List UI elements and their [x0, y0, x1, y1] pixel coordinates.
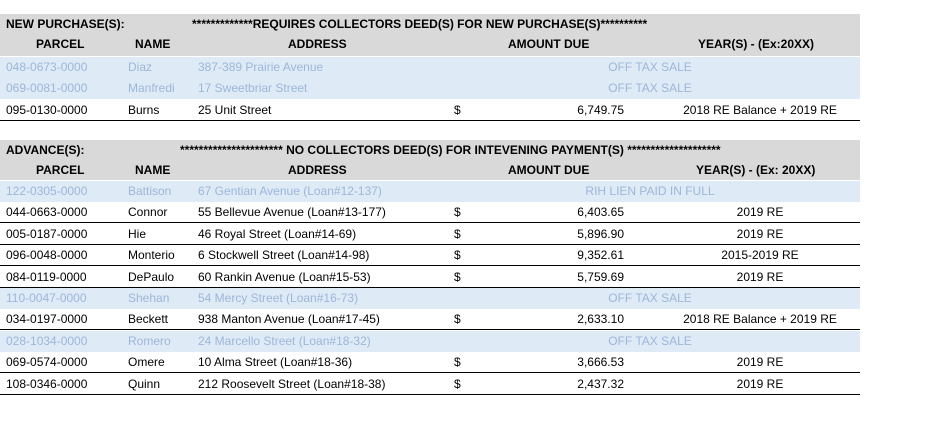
table-row — [0, 181, 860, 202]
name-cell: Connor — [128, 205, 168, 220]
currency-cell: $ — [454, 376, 461, 391]
advances-header — [0, 140, 860, 180]
address-cell: 938 Manton Avenue (Loan#17-45) — [198, 312, 380, 327]
address-cell: 46 Royal Street (Loan#14-69) — [198, 226, 357, 241]
col-years-header: YEAR(S) - (Ex:20XX) — [698, 37, 815, 51]
currency-cell: $ — [454, 248, 461, 263]
section-title: NEW PURCHASE(S): — [6, 17, 125, 31]
name-cell: Manfredi — [128, 81, 175, 96]
parcel-cell: 005-0187-0000 — [6, 226, 88, 241]
parcel-cell: 028-1034-0000 — [6, 333, 88, 348]
currency-cell: $ — [454, 269, 461, 284]
col-years-header: YEAR(S) - (Ex: 20XX) — [696, 163, 816, 177]
parcel-cell: 069-0081-0000 — [6, 81, 88, 96]
status-cell: OFF TAX SALE — [608, 333, 692, 348]
table-row — [0, 331, 860, 352]
parcel-cell: 108-0346-0000 — [6, 376, 88, 391]
table-row — [0, 245, 860, 266]
name-cell: Beckett — [128, 312, 169, 327]
col-name-header: NAME — [135, 37, 171, 51]
name-cell: Battison — [128, 184, 172, 198]
section-notice: *************REQUIRES COLLECTORS DEED(S) FOR NEW PURCHASE(S)********** — [192, 17, 648, 31]
address-cell: 10 Alma Street (Loan#18-36) — [198, 355, 353, 370]
col-parcel-header: PARCEL — [36, 37, 85, 51]
years-cell: 2019 RE — [736, 355, 784, 370]
currency-cell: $ — [454, 226, 461, 241]
parcel-cell: 048-0673-0000 — [6, 60, 88, 74]
parcel-cell: 122-0305-0000 — [6, 184, 88, 198]
amount-cell: 9,352.61 — [577, 248, 624, 263]
status-cell: OFF TAX SALE — [608, 81, 692, 96]
amount-cell: 3,666.53 — [577, 355, 624, 370]
table-row — [0, 224, 860, 245]
table-row — [0, 57, 860, 78]
col-address-header: ADDRESS — [288, 37, 347, 51]
currency-cell: $ — [454, 102, 461, 117]
table-row — [0, 309, 860, 330]
years-cell: 2018 RE Balance + 2019 RE — [683, 102, 837, 117]
name-cell: Quinn — [128, 376, 161, 391]
years-cell: 2019 RE — [736, 376, 784, 391]
col-name-header: NAME — [135, 163, 171, 177]
table-row — [0, 267, 860, 288]
address-cell: 387-389 Prairie Avenue — [198, 60, 324, 74]
section-title: ADVANCE(S): — [6, 143, 85, 157]
status-cell: RIH LIEN PAID IN FULL — [585, 184, 715, 198]
col-amount-header: AMOUNT DUE — [508, 163, 590, 177]
table-row — [0, 288, 860, 309]
section-notice: ********************** NO COLLECTORS DEED(S) FOR INTEVENING PAYMENT(S) ******************** — [180, 143, 721, 157]
amount-cell: 5,759.69 — [577, 269, 624, 284]
table-row — [0, 352, 860, 373]
address-cell: 54 Mercy Street (Loan#16-73) — [198, 291, 359, 305]
new-purchases-header — [0, 14, 860, 56]
address-cell: 212 Roosevelt Street (Loan#18-38) — [198, 376, 386, 391]
parcel-cell: 044-0663-0000 — [6, 205, 88, 220]
status-cell: OFF TAX SALE — [608, 291, 692, 305]
years-cell: 2015-2019 RE — [721, 248, 799, 263]
amount-cell: 6,749.75 — [577, 102, 624, 117]
parcel-cell: 034-0197-0000 — [6, 312, 88, 327]
currency-cell: $ — [454, 312, 461, 327]
name-cell: Monterio — [128, 248, 175, 263]
parcel-cell: 069-0574-0000 — [6, 355, 88, 370]
status-cell: OFF TAX SALE — [608, 60, 692, 74]
address-cell: 60 Rankin Avenue (Loan#15-53) — [198, 269, 371, 284]
address-cell: 25 Unit Street — [198, 102, 272, 117]
table-row — [0, 100, 860, 121]
parcel-cell: 096-0048-0000 — [6, 248, 88, 263]
table-row — [0, 78, 860, 99]
table-row — [0, 374, 860, 395]
table-row — [0, 202, 860, 223]
years-cell: 2018 RE Balance + 2019 RE — [683, 312, 837, 327]
address-cell: 24 Marcello Street (Loan#18-32) — [198, 333, 371, 348]
currency-cell: $ — [454, 355, 461, 370]
years-cell: 2019 RE — [736, 205, 784, 220]
name-cell: Burns — [128, 102, 160, 117]
address-cell: 67 Gentian Avenue (Loan#12-137) — [198, 184, 382, 198]
name-cell: Shehan — [128, 291, 170, 305]
currency-cell: $ — [454, 205, 461, 220]
address-cell: 55 Bellevue Avenue (Loan#13-177) — [198, 205, 386, 220]
parcel-cell: 084-0119-0000 — [6, 269, 87, 284]
amount-cell: 2,437.32 — [577, 376, 624, 391]
amount-cell: 5,896.90 — [577, 226, 624, 241]
parcel-cell: 095-0130-0000 — [6, 102, 88, 117]
name-cell: Diaz — [128, 60, 153, 74]
name-cell: Omere — [128, 355, 165, 370]
name-cell: DePaulo — [128, 269, 175, 284]
col-amount-header: AMOUNT DUE — [508, 37, 590, 51]
col-address-header: ADDRESS — [288, 163, 347, 177]
address-cell: 6 Stockwell Street (Loan#14-98) — [198, 248, 370, 263]
years-cell: 2019 RE — [736, 226, 784, 241]
address-cell: 17 Sweetbriar Street — [198, 81, 308, 96]
name-cell: Hie — [128, 226, 147, 241]
amount-cell: 6,403.65 — [577, 205, 624, 220]
years-cell: 2019 RE — [736, 269, 784, 284]
parcel-cell: 110-0047-0000 — [6, 291, 87, 305]
amount-cell: 2,633.10 — [577, 312, 624, 327]
col-parcel-header: PARCEL — [36, 163, 85, 177]
name-cell: Romero — [128, 333, 171, 348]
